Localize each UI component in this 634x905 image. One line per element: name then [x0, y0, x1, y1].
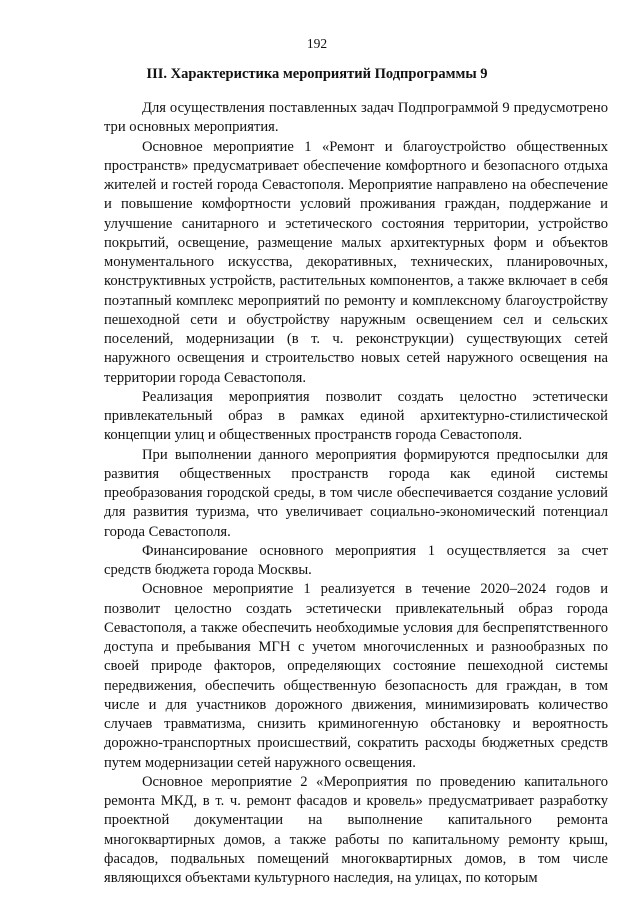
document-body	[104, 99, 608, 888]
section-heading: III. Характеристика мероприятий Подпрограммы 9	[146, 66, 488, 82]
paragraph: Финансирование основного мероприятия 1 осуществляется за счет средств бюджета города Москвы.	[104, 542, 608, 578]
page-number: 192	[306, 36, 328, 51]
paragraph: Основное мероприятие 1 реализуется в течение 2020–2024 годов и позволит целостно создать эстетически привлекательный образ города Севастополя, а также обеспечить необходимые условия для беспрепятственного доступа и пребывания МГН с учетом многочисленных и разнообразных по своей природе факторов, определяющих состояние пешеходной системы передвижения, обеспечить общественную безопасность для граждан, в том числе и для участников дорожного движения, минимизировать количество случаев травматизма, снизить криминогенную обстановку и вероятность дорожно-транспортных происшествий, сократить расходы бюджетных средств путем модернизации сетей наружного освещения.	[104, 581, 608, 771]
paragraph: Для осуществления поставленных задач Подпрограммой 9 предусмотрено три основных мероприятия.	[104, 100, 608, 136]
paragraph: При выполнении данного мероприятия формируются предпосылки для развития общественных пространств города как единой системы преобразования городской среды, в том числе обеспечивается создание условий для развития туризма, что увеличивает социально-экономический потенциал города Севастополя.	[104, 446, 608, 540]
paragraph: Основное мероприятие 2 «Мероприятия по проведению капитального ремонта МКД, в т. ч. ремонт фасадов и кровель» предусматривает разработку проектной документации на выполнение капитального ремонта многоквартирных домов, а также работы по капитальному ремонту крыш, фасадов, подвальных помещений многоквартирных домов, в том числе являющихся объектами культурного наследия, на улицах, по которым	[104, 773, 608, 886]
paragraph: Основное мероприятие 1 «Ремонт и благоустройство общественных пространств» предусматривает обеспечение комфортного и безопасного отдыха жителей и гостей города Севастополя. Мероприятие направлено на обеспечение и повышение комфортности условий проживания граждан, поддержание и улучшение санитарного и эстетического состояния территории, устройство покрытий, освещение, размещение малых архитектурных форм и объектов монументального искусства, декоративных, технических, планировочных, конструктивных устройств, растительных компонентов, а также включает в себя поэтапный комплекс мероприятий по ремонту и комплексному благоустройству пешеходной сети и обустройству наружным освещением сел и сельских поселений, модернизации (в т. ч. реконструкции) существующих сетей наружного освещения и строительство новых сетей наружного освещения на территории города Севастополя.	[104, 138, 608, 386]
paragraph: Реализация мероприятия позволит создать целостно эстетически привлекательный образ в рамках единой архитектурно-стилистической концепции улиц и общественных пространств города Севастополя.	[104, 388, 608, 444]
